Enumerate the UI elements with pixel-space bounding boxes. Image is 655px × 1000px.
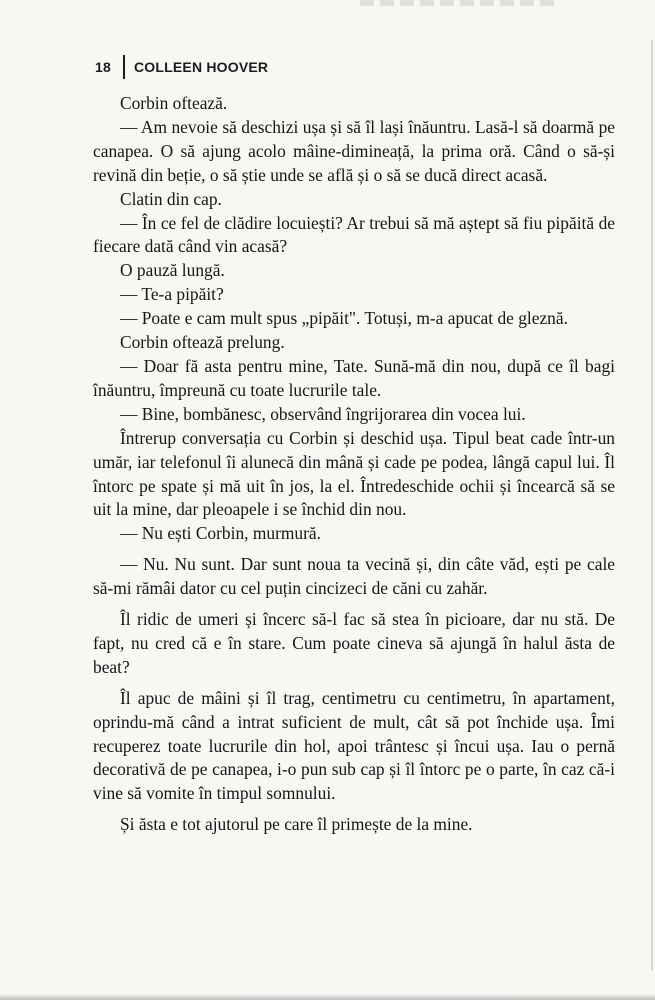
author-name: COLLEEN HOOVER (133, 59, 269, 75)
paragraph: Îl apuc de mâini și îl trag, centimetru cu centimetru, în apartament, oprindu-mă când a intrat suficient de mult, cât să pot închide ușa. Îmi recuperez toate lucrurile din hol, apoi trântesc și încui ușa. Iau o pernă decorativă de pe canapea, i-o pun sub cap și îl întorc pe o parte, în caz că-i vine să vomite în timpul somnului. (93, 687, 615, 804)
paragraph: — Am nevoie să deschizi ușa și să îl lași înăuntru. Lasă-l să doarmă pe canapea. O să ajung acolo mâine-dimineață, la prima oră. Când o să-și revină din beție, o să știe unde se află și o să se ducă direct acasă. (93, 116, 615, 185)
scan-artifact-top (360, 0, 560, 6)
paragraph: — Te-a pipăit? (120, 284, 224, 305)
paragraph: — În ce fel de clădire locuiești? Ar trebui să mă aștept să fiu pipăită de fiecare dată când vin acasă? (93, 212, 615, 257)
running-header (95, 54, 268, 80)
scan-artifact-bottom (0, 994, 655, 1000)
paragraph: Clatin din cap. (120, 188, 222, 209)
scan-artifact-right (651, 40, 653, 970)
body-text (93, 92, 615, 837)
paragraph: Corbin oftează. (120, 93, 228, 113)
paragraph: Și ăsta e tot ajutorul pe care îl primește de la mine. (120, 814, 473, 835)
paragraph: — Doar fă asta pentru mine, Tate. Sună-mă din nou, după ce îl bagi înăuntru, împreună cu toate lucrurile tale. (93, 355, 615, 400)
paragraph: — Bine, bombănesc, observând îngrijorarea din vocea lui. (120, 403, 526, 424)
paragraph: Îl ridic de umeri și încerc să-l fac să stea în picioare, dar nu stă. De fapt, nu cred că e în stare. Cum poate cineva să ajungă în halul ăsta de beat? (93, 609, 615, 677)
paragraph: Întrerup conversația cu Corbin și deschid ușa. Tipul beat cade într-un umăr, iar telefonul îi alunecă din mână și cade pe podea, lângă capul lui. Îl întorc pe spate și mă uit în jos, la el. Întredeschide ochii și încearcă să se uit la mine, dar pleoapele i se închid din nou. (93, 427, 615, 520)
header-separator (123, 55, 125, 79)
page-number: 18 (95, 59, 111, 75)
paragraph: O pauză lungă. (120, 260, 225, 281)
paragraph: — Nu ești Corbin, murmură. (120, 523, 321, 544)
paragraph: — Nu. Nu sunt. Dar sunt noua ta vecină și, din câte văd, ești pe cale să-mi rămâi dator cu cel puțin cincizeci de căni cu zahăr. (93, 554, 615, 599)
paragraph: Corbin oftează prelung. (120, 332, 285, 353)
paragraph: — Poate e cam mult spus „pipăit". Totuși, m-a apucat de gleznă. (120, 308, 568, 329)
